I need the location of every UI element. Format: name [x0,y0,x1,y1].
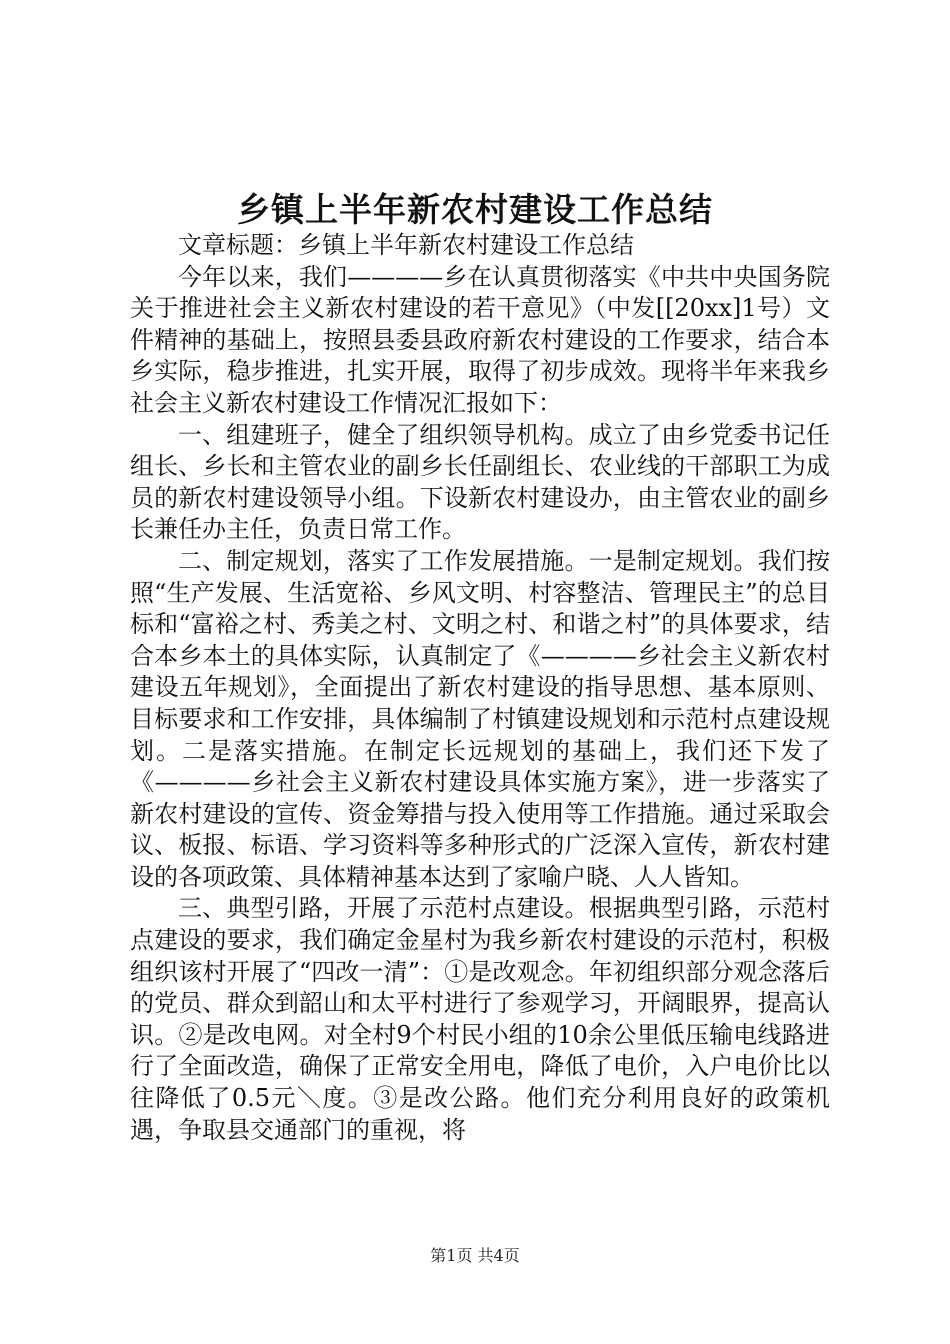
paragraph-section-three: 三、典型引路，开展了示范村点建设。根据典型引路，示范村点建设的要求，我们确定金星村为我乡新农村建设的示范村，积极组织该村开展了“四改一清”：①是改观念。年初组织部分观念落后的党员、群众到韶山和太平村进行了参观学习，开阔眼界，提高认识。②是改电网。对全村9个村民小组的10余公里低压输电线路进行了全面改造，确保了正常安全用电，降低了电价，入户电价比以往降低了0.5元＼度。③是改公路。他们充分利用良好的政策机遇，争取县交通部门的重视，将 [130,894,830,1144]
paragraph-section-one: 一、组建班子，健全了组织领导机构。成立了由乡党委书记任组长、乡长和主管农业的副乡长任副组长、农业线的干部职工为成员的新农村建设领导小组。下设新农村建设办，由主管农业的副乡长兼任办主任，负责日常工作。 [130,420,830,544]
paragraph-intro: 今年以来，我们————乡在认真贯彻落实《中共中央国务院关于推进社会主义新农村建设的若干意见》（中发[[20xx]1号）文件精神的基础上，按照县委县政府新农村建设的工作要求，结合本乡实际，稳步推进，扎实开展，取得了初步成效。现将半年来我乡社会主义新农村建设工作情况汇报如下： [130,262,830,417]
document-title: 乡镇上半年新农村建设工作总结 [237,190,713,229]
paragraph-article-title: 文章标题：乡镇上半年新农村建设工作总结 [178,231,634,259]
paragraph-section-two: 二、制定规划，落实了工作发展措施。一是制定规划。我们按照“生产发展、生活宽裕、乡风文明、村容整洁、管理民主”的总目标和“富裕之村、秀美之村、文明之村、和谐之村”的具体要求，结合本乡本土的具体实际，认真制定了《————乡社会主义新农村建设五年规划》，全面提出了新农村建设的指导思想、基本原则、目标要求和工作安排，具体编制了村镇建设规划和示范村点建设规划。二是落实措施。在制定长远规划的基础上，我们还下发了《————乡社会主义新农村建设具体实施方案》，进一步落实了新农村建设的宣传、资金筹措与投入使用等工作措施。通过采取会议、板报、标语、学习资料等多种形式的广泛深入宣传，新农村建设的各项政策、具体精神基本达到了家喻户晓、人人皆知。 [130,546,830,891]
page-footer: 第1页 共4页 [430,1246,520,1265]
document-body [130,230,830,1146]
